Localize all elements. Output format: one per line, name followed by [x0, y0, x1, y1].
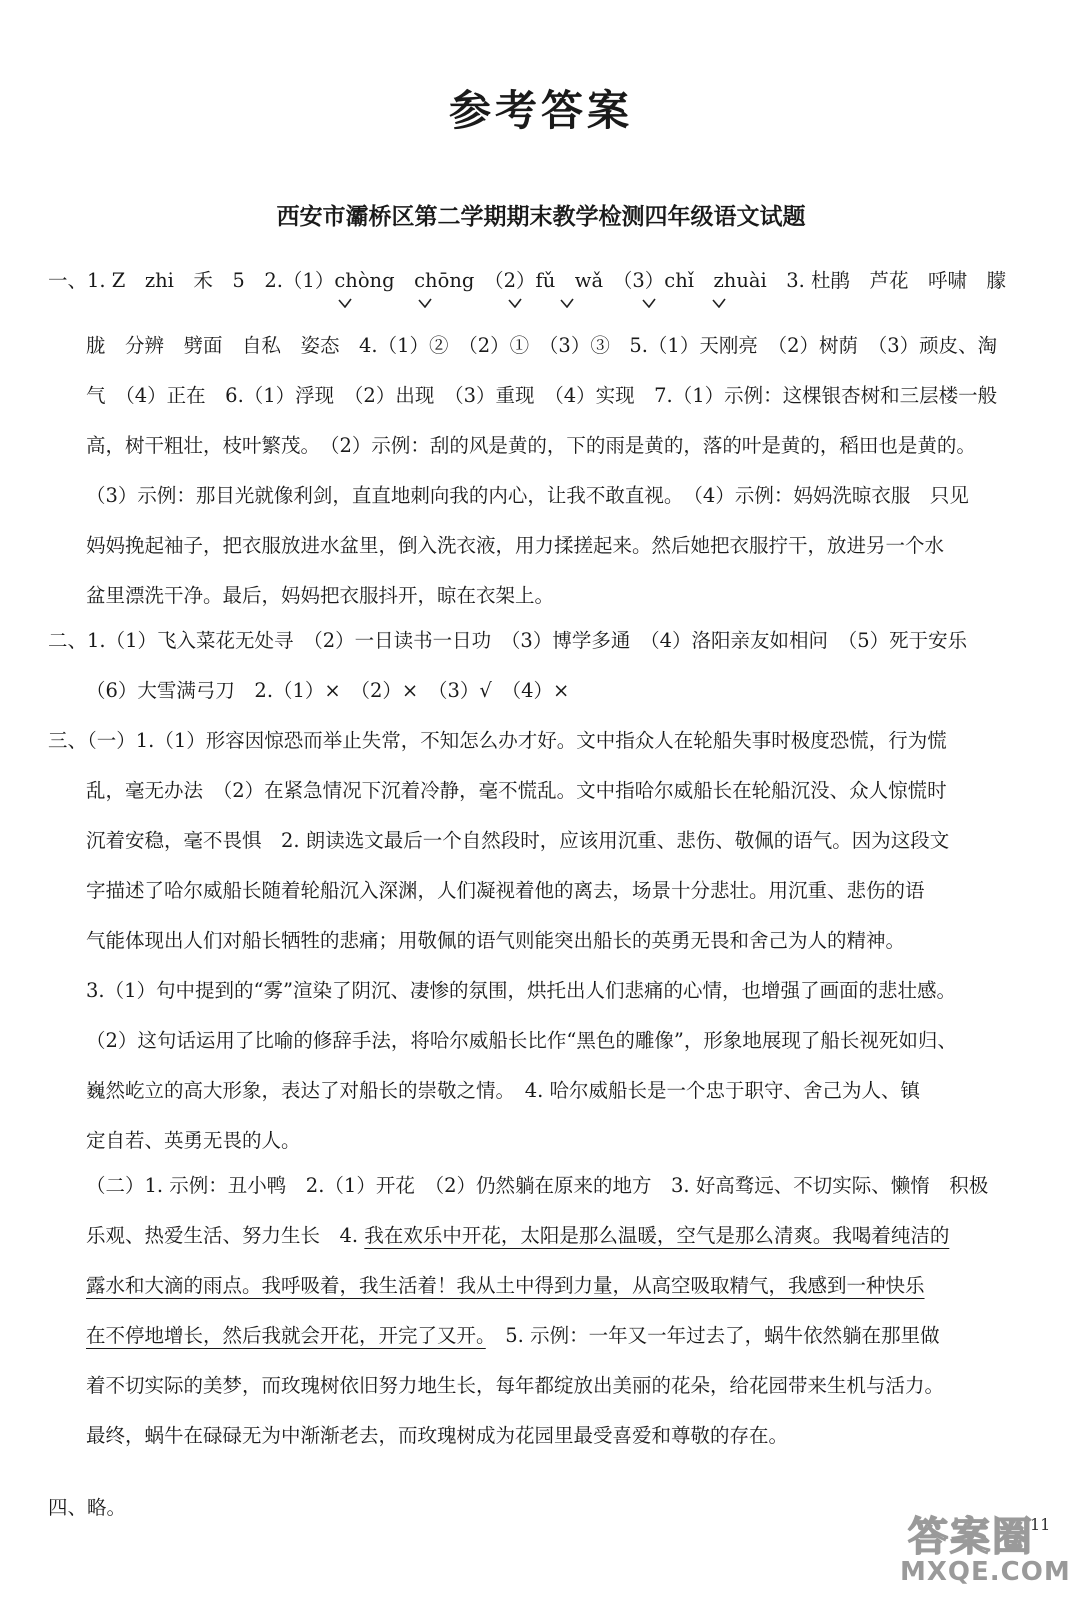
- answer-text: 5. 示例：一年又一年过去了，蜗牛依然躺在那里做: [485, 1324, 940, 1347]
- page-number: 11: [1030, 1515, 1051, 1534]
- answer-line: 最终，蜗牛在碌碌无为中渐渐老去，而玫瑰树成为花园里最受喜爱和尊敬的存在。: [86, 1424, 789, 1447]
- check-mark-icon: [642, 298, 656, 308]
- answer-line: （2）这句话运用了比喻的修辞手法，将哈尔威船长比作“黑色的雕像”，形象地展现了船长视死如归、: [86, 1029, 957, 1052]
- check-mark-icon: [418, 298, 432, 308]
- answer-line: 二、1.（1）飞入菜花无处寻 （2）一日读书一日功 （3）博学多通 （4）洛阳亲友如相问 （5）死于安乐: [48, 629, 968, 652]
- answer-line: [86, 1321, 940, 1351]
- answer-line: 定自若、英勇无畏的人。: [86, 1129, 301, 1152]
- underlined-answer: 露水和大滴的雨点。我呼吸着，我生活着！我从土中得到力量，从高空吸取精气，我感到一种快乐: [86, 1274, 925, 1297]
- watermark-logo: [900, 1505, 1070, 1595]
- answer-line: 气 （4）正在 6.（1）浮现 （2）出现 （3）重现 （4）实现 7.（1）示例：这棵银杏树和三层楼一般: [86, 384, 998, 407]
- answer-line: 字描述了哈尔威船长随着轮船沉入深渊，人们凝视着他的离去，场景十分悲壮。用沉重、悲伤的语: [86, 879, 925, 902]
- underlined-answer: 在不停地增长，然后我就会开花，开完了又开。: [86, 1324, 486, 1347]
- underlined-answer: 我在欢乐中开花，太阳是那么温暖，空气是那么清爽。我喝着纯洁的: [364, 1224, 950, 1247]
- section-four: 四、略。: [48, 1496, 127, 1519]
- answer-line: 巍然屹立的高大形象，表达了对船长的崇敬之情。 4. 哈尔威船长是一个忠于职守、舍己为人、镇: [86, 1079, 921, 1102]
- check-mark-icon: [338, 298, 352, 308]
- answer-line: 3.（1）句中提到的“雾”渲染了阴沉、凄惨的氛围，烘托出人们悲痛的心情，也增强了画面的悲壮感。: [86, 979, 956, 1002]
- answer-line: [86, 1271, 925, 1301]
- page-title: 参考答案: [448, 86, 633, 135]
- check-mark-icon: [560, 298, 574, 308]
- answer-line: [86, 1221, 949, 1251]
- check-mark-icon: [508, 298, 522, 308]
- answer-line: 胧 分辨 劈面 自私 姿态 4.（1）② （2）① （3）③ 5.（1）天刚亮 （2）树荫 （3）顽皮、淘: [86, 334, 998, 357]
- answer-line: 妈妈挽起袖子，把衣服放进水盆里，倒入洗衣液，用力揉搓起来。然后她把衣服拧干，放进另一个水: [86, 534, 945, 557]
- answer-line: 高，树干粗壮，枝叶繁茂。 （2）示例：刮的风是黄的，下的雨是黄的，落的叶是黄的，稻田也是黄的。: [86, 434, 976, 457]
- answer-line: （3）示例：那目光就像利剑，直直地刺向我的内心，让我不敢直视。 （4）示例：妈妈洗晾衣服 只见: [86, 484, 969, 507]
- answer-line: 盆里漂洗干净。最后，妈妈把衣服抖开，晾在衣架上。: [86, 584, 555, 607]
- answer-line: 气能体现出人们对船长牺牲的悲痛；用敬佩的语气则能突出船长的英勇无畏和舍己为人的精神。: [86, 929, 906, 952]
- answer-line: 沉着安稳，毫不畏惧 2. 朗读选文最后一个自然段时，应该用沉重、悲伤、敬佩的语气。因为这段文: [86, 829, 950, 852]
- watermark-url: MXQE.COM: [900, 1557, 1071, 1587]
- exam-subtitle: 西安市灞桥区第二学期期末教学检测四年级语文试题: [276, 204, 806, 230]
- answer-line: （二）1. 示例：丑小鸭 2.（1）开花 （2）仍然躺在原来的地方 3. 好高骛远、不切实际、懒惰 积极: [86, 1174, 989, 1197]
- answer-line: 三、（一）1.（1）形容因惊恐而举止失常，不知怎么办才好。文中指众人在轮船失事时极度恐慌，行为慌: [48, 729, 947, 752]
- check-mark-icon: [712, 298, 726, 308]
- answer-line: （6）大雪满弓刀 2.（1）× （2）× （3）√ （4）×: [86, 679, 570, 702]
- answer-text: 乐观、热爱生活、努力生长 4.: [86, 1224, 365, 1247]
- answer-line: 一、1. Z zhi 禾 5 2.（1）chòng chōng （2）fǔ wǎ （3）chǐ zhuài 3. 杜鹃 芦花 呼啸 朦: [48, 269, 1007, 292]
- watermark-text: 答案圈: [908, 1514, 1034, 1560]
- answer-line: 乱，毫无办法 （2）在紧急情况下沉着冷静，毫不慌乱。文中指哈尔威船长在轮船沉没、众人惊慌时: [86, 779, 947, 802]
- answer-line: 着不切实际的美梦，而玫瑰树依旧努力地生长，每年都绽放出美丽的花朵，给花园带来生机与活力。: [86, 1374, 945, 1397]
